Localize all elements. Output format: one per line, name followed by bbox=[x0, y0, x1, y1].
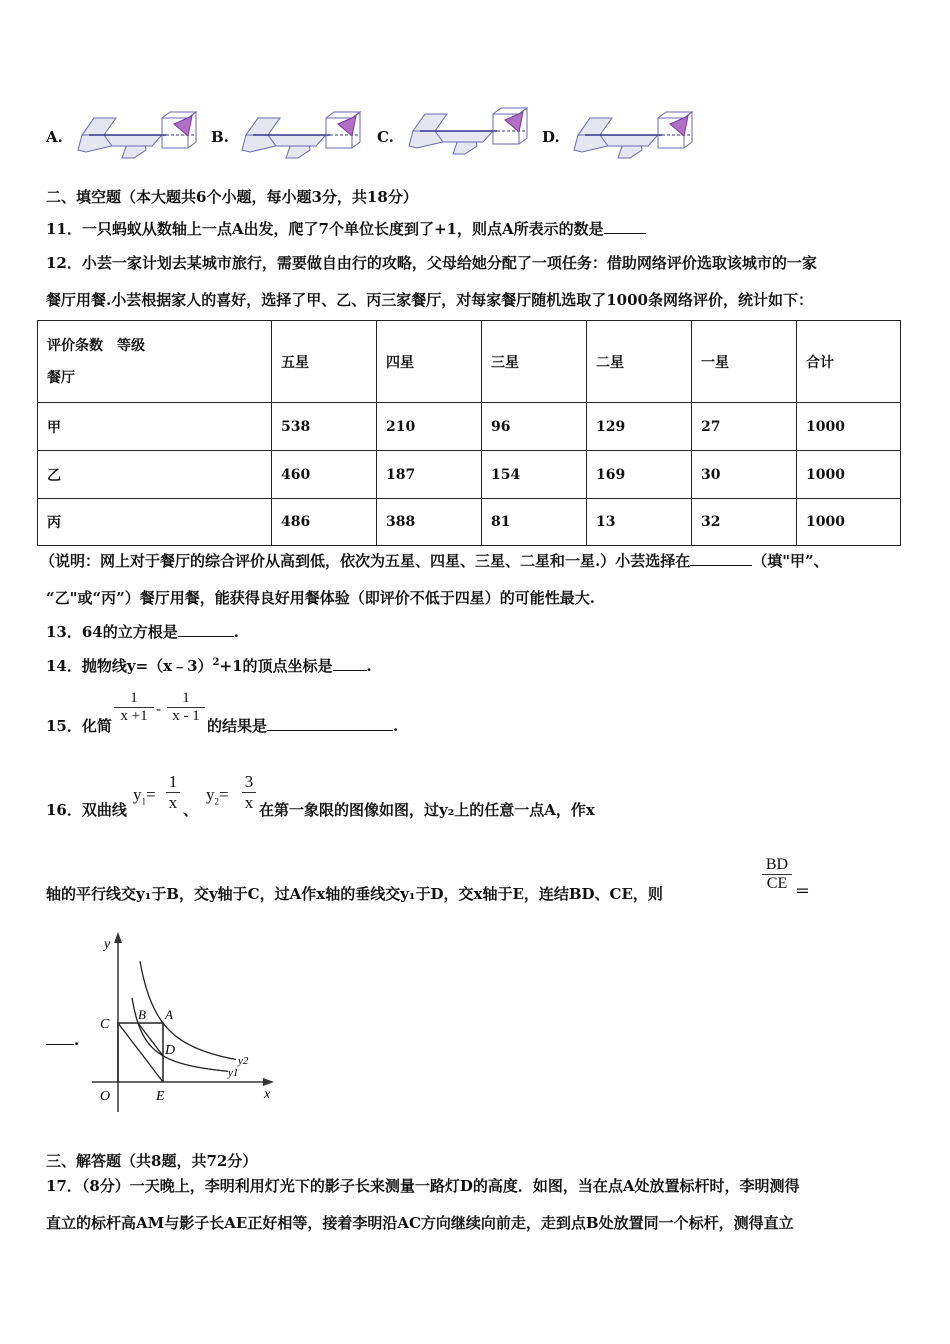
q15-text2: 的结果是 bbox=[207, 717, 268, 735]
q15-fraction-2 bbox=[167, 690, 205, 725]
q15-end: . bbox=[393, 717, 399, 735]
question-14 bbox=[46, 655, 372, 676]
table-header: 二星 bbox=[587, 321, 692, 403]
shaded-triangle-icon bbox=[670, 116, 688, 136]
net-face bbox=[82, 118, 116, 135]
equals: = bbox=[146, 785, 156, 804]
q16-text1: 在第一象限的图像如图，过y₂上的任意一点A，作x bbox=[259, 801, 595, 819]
option-b-label: B. bbox=[211, 128, 229, 146]
label-b: B bbox=[138, 1007, 146, 1022]
label-y1: y1 bbox=[228, 1067, 239, 1079]
q14-end: . bbox=[366, 657, 372, 675]
cell: 1000 bbox=[797, 451, 901, 499]
cell: 1000 bbox=[797, 403, 901, 451]
cell: 187 bbox=[377, 451, 482, 499]
q13-answer-blank[interactable] bbox=[178, 622, 234, 637]
net-face bbox=[435, 131, 493, 142]
q11-answer-blank[interactable] bbox=[604, 219, 646, 234]
shaded-triangle-icon bbox=[174, 116, 192, 136]
y-axis-arrow-icon bbox=[114, 932, 122, 943]
y2-letter: y bbox=[206, 785, 215, 804]
row-name: 乙 bbox=[38, 451, 272, 499]
section-2-title: 二、填空题（本大题共6个小题，每小题3分，共18分） bbox=[46, 188, 418, 206]
y2-sub: 2 bbox=[214, 796, 219, 807]
y2-symbol bbox=[206, 785, 229, 806]
q15-answer-blank[interactable] bbox=[267, 716, 393, 731]
x-axis-arrow-icon bbox=[263, 1078, 274, 1086]
cube-net-figure-b bbox=[238, 110, 368, 162]
y1-letter: y bbox=[133, 785, 142, 804]
q17-line2: 直立的标杆高AM与影子长AE正好相等，接着李明沿AC方向继续向前走，走到点B处放置同一个标杆，测得直立 bbox=[46, 1214, 794, 1232]
cell: 30 bbox=[692, 451, 797, 499]
net-face bbox=[413, 114, 447, 131]
bd-over-ce-fraction bbox=[762, 856, 792, 893]
net-face bbox=[578, 118, 612, 135]
q13-text: 13．64的立方根是 bbox=[46, 623, 178, 641]
q16-end: . bbox=[74, 1031, 80, 1049]
row-name: 甲 bbox=[38, 403, 272, 451]
table-header: 四星 bbox=[377, 321, 482, 403]
q16-fraction-1 bbox=[166, 772, 180, 813]
net-face bbox=[268, 135, 326, 146]
cell: 460 bbox=[272, 451, 377, 499]
question-13 bbox=[46, 621, 239, 642]
cell: 129 bbox=[587, 403, 692, 451]
q11-text: 11．一只蚂蚁从数轴上一点A出发，爬了7个单位长度到了+1，则点A所表示的数是 bbox=[46, 220, 604, 238]
q15-prefix: 15．化简 bbox=[46, 717, 112, 735]
cell: 1000 bbox=[797, 499, 901, 546]
cube-net-figure-d bbox=[570, 110, 700, 162]
denominator: CE bbox=[766, 875, 788, 892]
q14-answer-blank[interactable] bbox=[333, 656, 367, 671]
denominator: x bbox=[244, 793, 254, 812]
corner-bottom: 餐厅 bbox=[47, 369, 75, 386]
question-11 bbox=[46, 218, 646, 239]
net-face bbox=[104, 135, 162, 146]
table-header: 一星 bbox=[692, 321, 797, 403]
cube-net-figure-c bbox=[405, 106, 535, 158]
label-x: x bbox=[264, 1087, 271, 1102]
q14-exponent: 2 bbox=[212, 657, 220, 668]
label-e: E bbox=[156, 1089, 165, 1104]
segment-ce bbox=[118, 1023, 163, 1082]
denominator: x bbox=[168, 793, 178, 812]
y1-sub: 1 bbox=[141, 796, 146, 807]
numerator: 1 bbox=[167, 690, 205, 708]
cell: 96 bbox=[482, 403, 587, 451]
net-face bbox=[600, 135, 658, 146]
segment-bd bbox=[138, 1023, 163, 1056]
equals-sign: ＝ bbox=[795, 882, 811, 900]
y1-symbol bbox=[133, 785, 156, 806]
table-row bbox=[38, 451, 901, 499]
q12-note-line2: “乙"或“丙”）餐厅用餐，能获得良好用餐体验（即评价不低于四星）的可能性最大. bbox=[46, 589, 595, 607]
label-y: y bbox=[104, 937, 111, 952]
cell: 27 bbox=[692, 403, 797, 451]
rating-table bbox=[37, 320, 901, 546]
cell: 13 bbox=[587, 499, 692, 546]
note-end: （填"甲”、 bbox=[752, 552, 829, 570]
option-c-label: C. bbox=[377, 128, 394, 146]
option-a-label: A. bbox=[46, 128, 63, 146]
minus-sign: - bbox=[156, 700, 162, 718]
cell: 486 bbox=[272, 499, 377, 546]
table-header: 五星 bbox=[272, 321, 377, 403]
section-3-title: 三、解答题（共8题，共72分） bbox=[46, 1152, 258, 1170]
q15-suffix bbox=[207, 715, 398, 736]
equals: = bbox=[219, 785, 229, 804]
numerator: BD bbox=[762, 856, 792, 875]
table-row bbox=[38, 499, 901, 546]
cell: 154 bbox=[482, 451, 587, 499]
cell: 388 bbox=[377, 499, 482, 546]
table-corner-cell bbox=[38, 321, 272, 403]
cell: 169 bbox=[587, 451, 692, 499]
q16-fraction-2 bbox=[242, 772, 256, 813]
q16-answer bbox=[46, 1030, 79, 1049]
label-a: A bbox=[165, 1007, 173, 1022]
label-o: O bbox=[100, 1089, 111, 1104]
corner-top: 评价条数 等级 bbox=[47, 337, 145, 354]
option-d-label: D. bbox=[542, 128, 560, 146]
table-header: 合计 bbox=[797, 321, 901, 403]
table-header-row bbox=[38, 321, 901, 403]
table-row bbox=[38, 403, 901, 451]
q12-answer-blank[interactable] bbox=[690, 551, 752, 566]
q15-fraction-1 bbox=[114, 690, 154, 725]
q14-text: 14．抛物线y=（x﹣3） bbox=[46, 657, 213, 675]
hyperbola-figure bbox=[88, 930, 278, 1115]
label-y2: y2 bbox=[238, 1055, 249, 1067]
cell: 538 bbox=[272, 403, 377, 451]
q13-end: . bbox=[233, 623, 239, 641]
q16-prefix: 16．双曲线 bbox=[46, 801, 127, 819]
denominator: x +1 bbox=[120, 708, 148, 724]
separator: 、 bbox=[183, 801, 199, 819]
q16-answer-blank[interactable] bbox=[46, 1030, 74, 1045]
cube-net-figure-a bbox=[74, 110, 204, 162]
shaded-triangle-icon bbox=[338, 116, 356, 136]
q16-text2: 轴的平行线交y₁于B，交y轴于C，过A作x轴的垂线交y₁于D，交x轴于E，连结BD、CE，则 bbox=[46, 885, 663, 903]
numerator: 1 bbox=[166, 772, 180, 793]
q12-note-line1 bbox=[40, 550, 829, 571]
cell: 32 bbox=[692, 499, 797, 546]
q12-line2: 餐厅用餐.小芸根据家人的喜好，选择了甲、乙、丙三家餐厅，对每家餐厅随机选取了1000条网络评价，统计如下： bbox=[46, 291, 813, 309]
numerator: 1 bbox=[114, 690, 154, 708]
table-header: 三星 bbox=[482, 321, 587, 403]
label-c: C bbox=[100, 1017, 110, 1032]
label-d: D bbox=[165, 1043, 176, 1058]
q12-line1: 12．小芸一家计划去某城市旅行，需要做自由行的攻略，父母给她分配了一项任务：借助网络评价选取该城市的一家 bbox=[46, 254, 817, 272]
cell: 210 bbox=[377, 403, 482, 451]
q17-line1: 17．（8分）一天晚上，李明利用灯光下的影子长来测量一路灯D的高度．如图，当在点A处放置标杆时，李明测得 bbox=[46, 1177, 800, 1195]
cell: 81 bbox=[482, 499, 587, 546]
q14-text2: +1的顶点坐标是 bbox=[219, 657, 333, 675]
denominator: x - 1 bbox=[172, 708, 200, 724]
note-text: （说明：网上对于餐厅的综合评价从高到低，依次为五星、四星、三星、二星和一星.）小芸选择在 bbox=[40, 552, 691, 570]
numerator: 3 bbox=[242, 772, 256, 793]
row-name: 丙 bbox=[38, 499, 272, 546]
net-face bbox=[246, 118, 280, 135]
shaded-triangle-icon bbox=[505, 112, 523, 132]
